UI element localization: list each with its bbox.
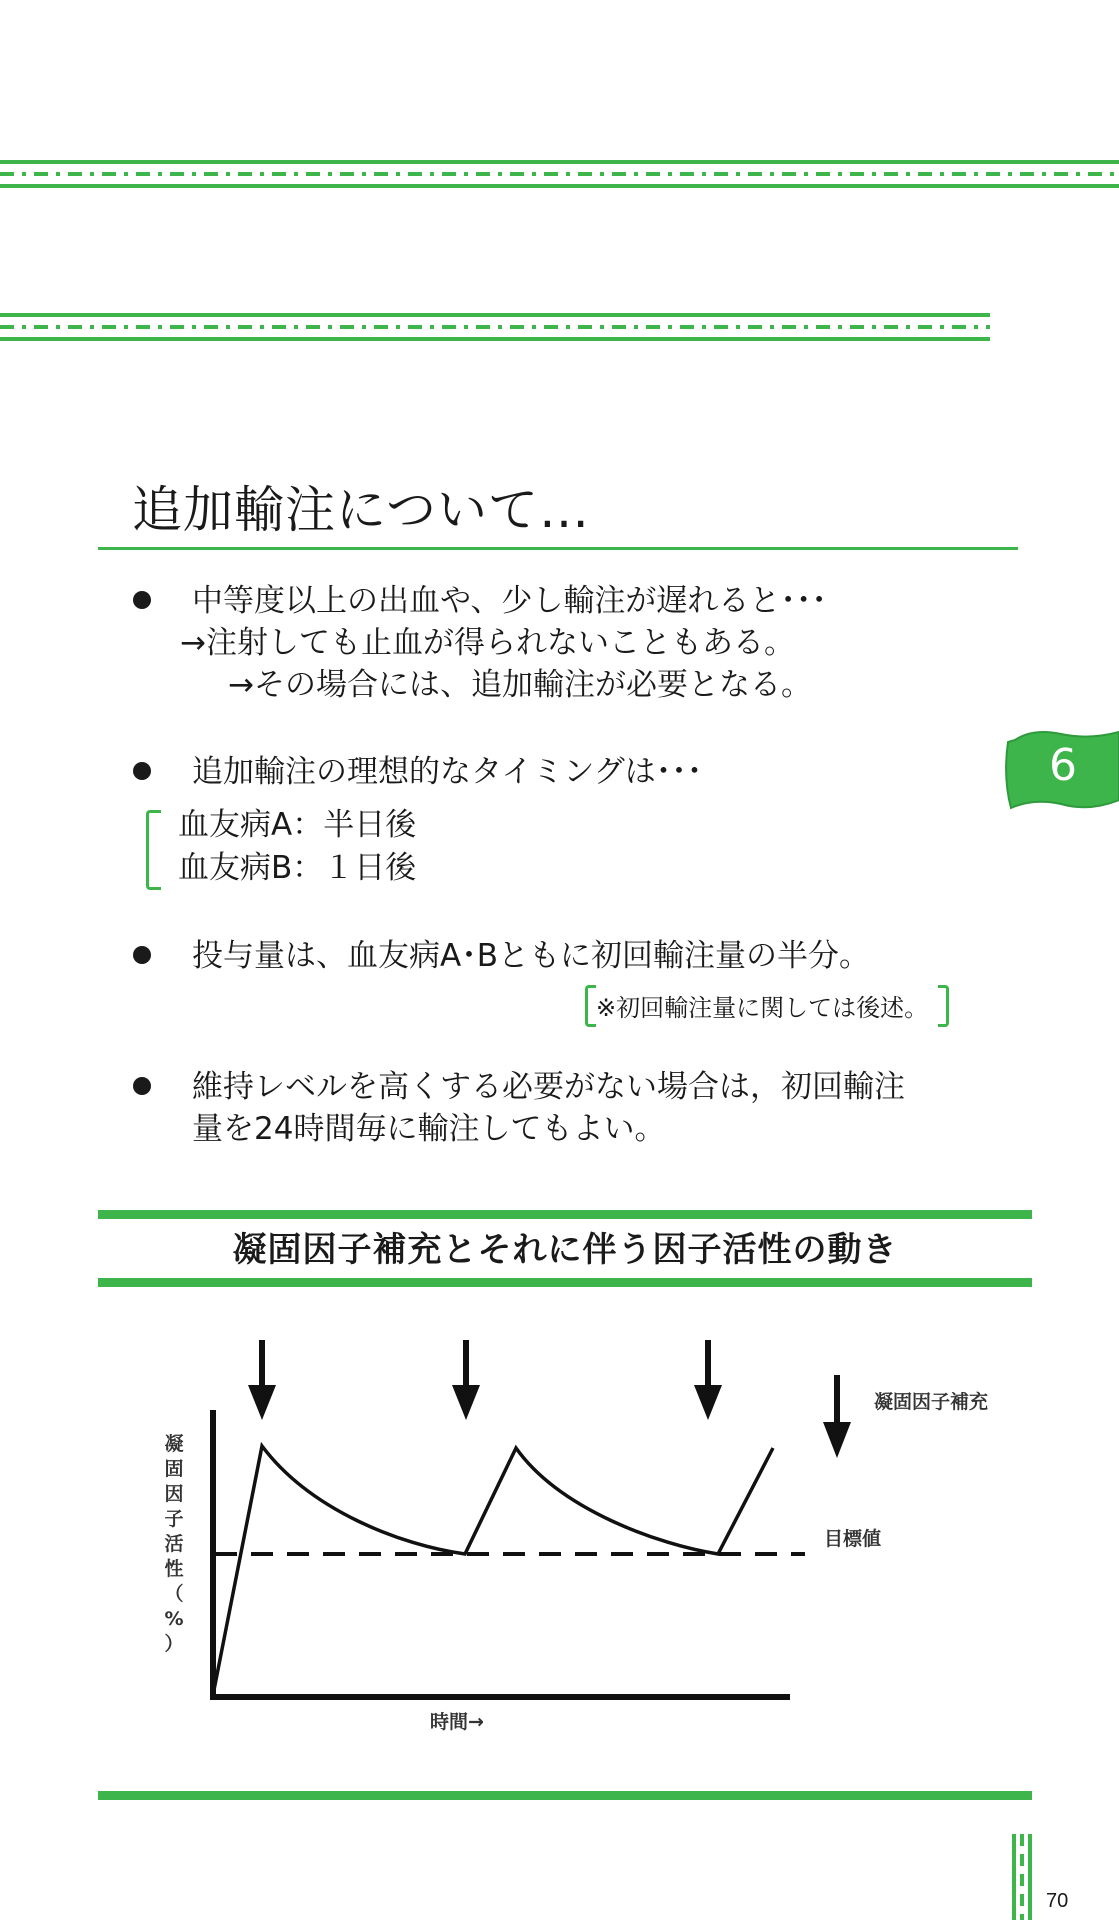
timing-hemophilia-a: 血友病A：半日後 <box>178 807 417 843</box>
svg-text:因: 因 <box>164 1483 184 1505</box>
note-bracket-left <box>585 985 596 1027</box>
bullet-dot-2 <box>133 762 151 780</box>
bullet-dot-3 <box>133 946 151 964</box>
legend-infusion-label: 凝固因子補充 <box>874 1391 989 1413</box>
bullet-dot-1 <box>133 591 151 609</box>
svg-text:活: 活 <box>164 1533 184 1555</box>
page-title: 追加輸注について… <box>132 481 590 539</box>
title-underline <box>98 547 1018 550</box>
bullet-1-line-2: →注射しても止血が得られないこともある。 <box>180 625 795 661</box>
figure-title: 凝固因子補充とそれに伴う因子活性の動き <box>232 1230 898 1270</box>
bullet-4-line-2: 量を24時間毎に輸注してもよい。 <box>192 1111 666 1147</box>
x-axis-label: 時間→ <box>430 1711 484 1733</box>
legend-target-label: 目標値 <box>824 1528 882 1550</box>
bullet-3-line-1: 投与量は、血友病A･Bともに初回輸注量の半分。 <box>192 938 870 974</box>
svg-text:固: 固 <box>164 1458 184 1480</box>
legend-arrow-icon <box>823 1375 851 1458</box>
svg-text:凝: 凝 <box>164 1433 184 1455</box>
timing-hemophilia-b: 血友病B：１日後 <box>178 850 417 886</box>
page-number: 70 <box>1046 1890 1069 1912</box>
figure-bottom-bar <box>98 1791 1032 1800</box>
svg-text:（: （ <box>164 1583 184 1605</box>
page-bar-dashed <box>1020 1834 1024 1920</box>
svg-text:子: 子 <box>164 1508 184 1530</box>
page-bar-left <box>1012 1834 1016 1920</box>
svg-text:%: % <box>164 1608 184 1630</box>
figure-header-bar <box>98 1278 1032 1287</box>
bullet-1-line-3: →その場合には、追加輸注が必要となる。 <box>228 667 812 703</box>
svg-text:）: ） <box>164 1633 184 1655</box>
page-bar-right <box>1028 1834 1032 1920</box>
infusion-arrow-3 <box>694 1340 722 1420</box>
factor-activity-diagram <box>140 1330 1020 1750</box>
infusion-arrow-2 <box>452 1340 480 1420</box>
chapter-number: 6 <box>1049 740 1077 791</box>
bullet-2-line-1: 追加輸注の理想的なタイミングは･･･ <box>192 754 703 790</box>
timing-bracket <box>146 810 161 890</box>
note-bracket-right <box>938 985 949 1027</box>
y-axis-label <box>164 1432 183 1655</box>
bullet-1-line-1: 中等度以上の出血や、少し輸注が遅れると･･･ <box>192 583 827 619</box>
activity-curve <box>213 1446 773 1695</box>
bullet-4-line-1: 維持レベルを高くする必要がない場合は，初回輸注 <box>192 1069 905 1105</box>
svg-text:性: 性 <box>164 1558 184 1580</box>
infusion-arrow-1 <box>248 1340 276 1420</box>
decorative-band-top <box>0 160 1119 188</box>
initial-dose-note: ※初回輸注量に関しては後述。 <box>596 994 929 1022</box>
bullet-dot-4 <box>133 1077 151 1095</box>
figure-top-bar <box>98 1210 1032 1219</box>
decorative-band-middle <box>0 313 990 341</box>
